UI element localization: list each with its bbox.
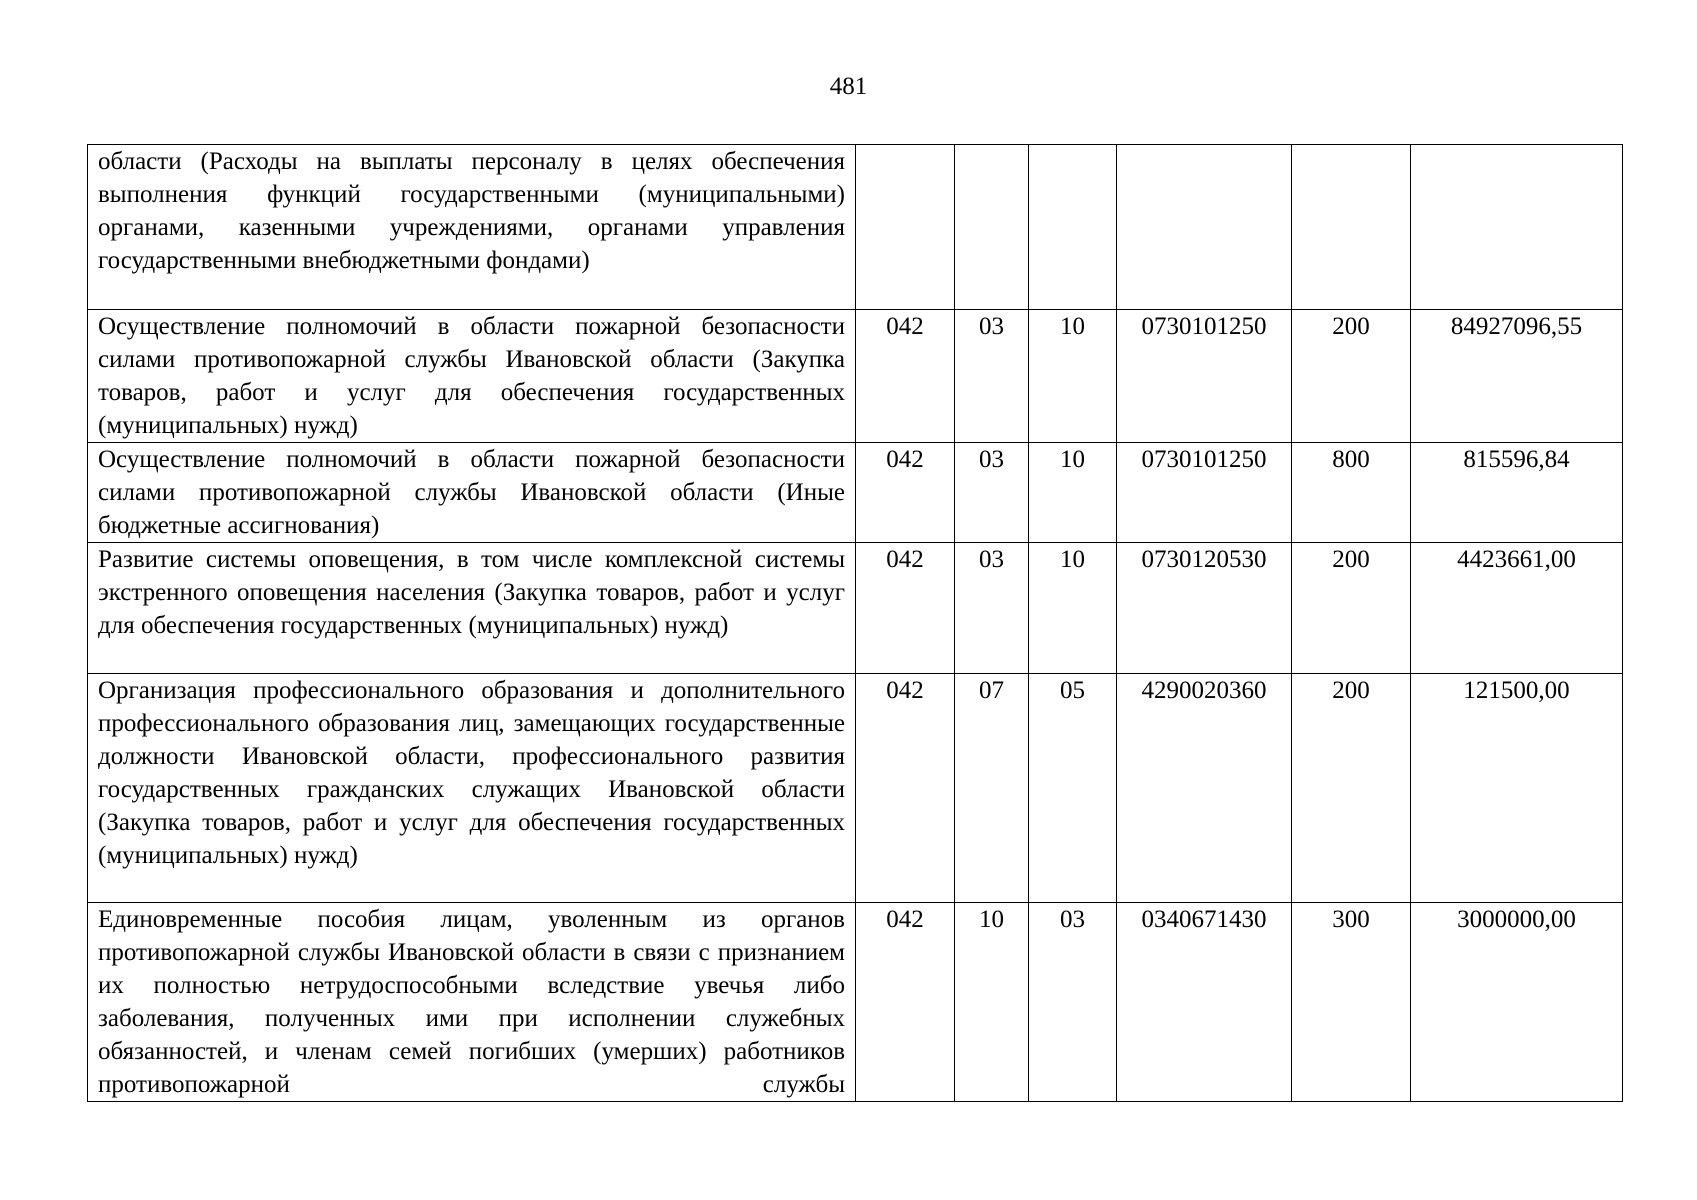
- subsection-code: 10: [1029, 543, 1117, 674]
- expense-type-code: 200: [1292, 543, 1411, 674]
- target-article-code: 0730101250: [1117, 310, 1292, 443]
- ministry-code: 042: [856, 443, 955, 543]
- table-row: [88, 310, 1623, 443]
- ministry-code: 042: [856, 903, 955, 1102]
- row-description: области (Расходы на выплаты персоналу в целях обеспечения выполнения функций государственными (муниципальными) органами, казенными учреждениями, органами управления государственными внебюджетными фондами): [88, 145, 856, 310]
- target-article-code: 0730120530: [1117, 543, 1292, 674]
- amount: 4423661,00: [1411, 543, 1623, 674]
- expense-type-code: 200: [1292, 674, 1411, 903]
- row-description: Организация профессионального образования и дополнительного профессионального образования лиц, замещающих государственные должности Ивановской области, профессионального развития государственных гражданских служащих Ивановской области (Закупка товаров, работ и услуг для обеспечения государственных (муниципальных) нужд): [88, 674, 856, 903]
- amount: 3000000,00: [1411, 903, 1623, 1102]
- target-article-code: 0340671430: [1117, 903, 1292, 1102]
- row-description: Осуществление полномочий в области пожарной безопасности силами противопожарной службы Ивановской области (Иные бюджетные ассигнования): [88, 443, 856, 543]
- amount: 84927096,55: [1411, 310, 1623, 443]
- subsection-code: 05: [1029, 674, 1117, 903]
- section-code: 10: [955, 903, 1029, 1102]
- subsection-code: [1029, 145, 1117, 310]
- row-description: Единовременные пособия лицам, уволенным из органов противопожарной службы Ивановской области в связи с признанием их полностью нетрудоспособными вследствие увечья либо заболевания, полученных ими при исполнении служебных обязанностей, и членам семей погибших (умерших) работников противопожарной службы: [88, 903, 856, 1102]
- expense-type-code: 200: [1292, 310, 1411, 443]
- amount: [1411, 145, 1623, 310]
- section-code: 03: [955, 310, 1029, 443]
- ministry-code: 042: [856, 674, 955, 903]
- section-code: [955, 145, 1029, 310]
- expense-type-code: [1292, 145, 1411, 310]
- target-article-code: [1117, 145, 1292, 310]
- section-code: 03: [955, 543, 1029, 674]
- section-code: 07: [955, 674, 1029, 903]
- subsection-code: 03: [1029, 903, 1117, 1102]
- page-number: 481: [829, 73, 868, 100]
- amount: 815596,84: [1411, 443, 1623, 543]
- table-row: [88, 543, 1623, 674]
- ministry-code: 042: [856, 543, 955, 674]
- budget-table: [87, 144, 1623, 1102]
- amount: 121500,00: [1411, 674, 1623, 903]
- table-row: [88, 674, 1623, 903]
- row-description: Осуществление полномочий в области пожарной безопасности силами противопожарной службы Ивановской области (Закупка товаров, работ и услуг для обеспечения государственных (муниципальных) нужд): [88, 310, 856, 443]
- subsection-code: 10: [1029, 310, 1117, 443]
- row-description: Развитие системы оповещения, в том числе комплексной системы экстренного оповещения населения (Закупка товаров, работ и услуг для обеспечения государственных (муниципальных) нужд): [88, 543, 856, 674]
- table-row: [88, 903, 1623, 1102]
- section-code: 03: [955, 443, 1029, 543]
- target-article-code: 0730101250: [1117, 443, 1292, 543]
- ministry-code: [856, 145, 955, 310]
- ministry-code: 042: [856, 310, 955, 443]
- table-row: [88, 443, 1623, 543]
- expense-type-code: 800: [1292, 443, 1411, 543]
- subsection-code: 10: [1029, 443, 1117, 543]
- expense-type-code: 300: [1292, 903, 1411, 1102]
- table-row: [88, 145, 1623, 310]
- target-article-code: 4290020360: [1117, 674, 1292, 903]
